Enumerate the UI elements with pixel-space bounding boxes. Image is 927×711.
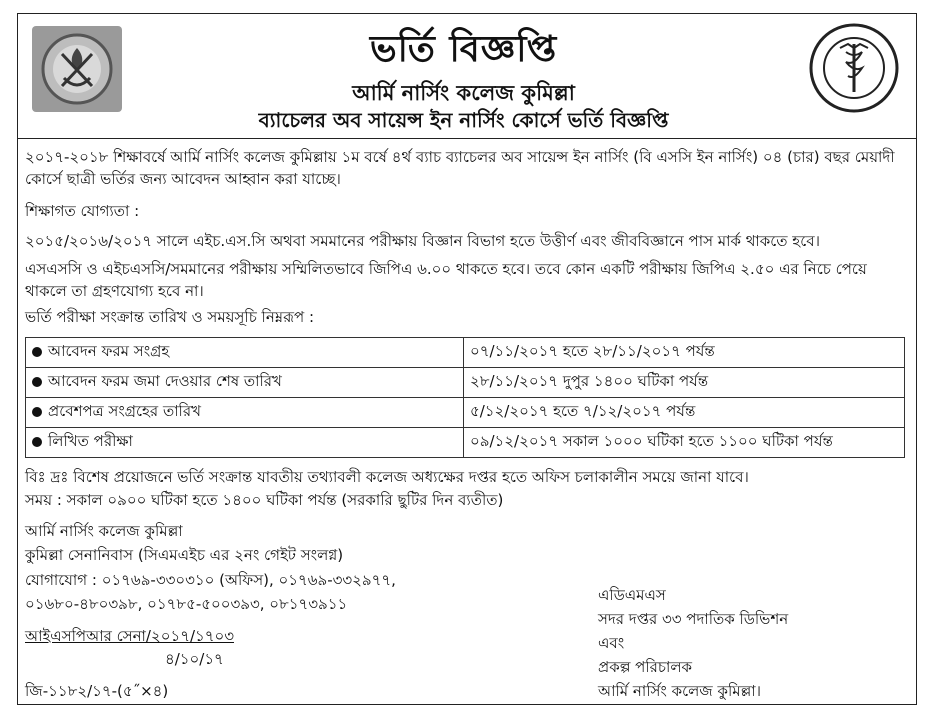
schedule-date: ২৮/১১/২০১৭ দুপুর ১৪০০ ঘটিকা পর্যন্ত	[464, 368, 905, 398]
schedule-item: লিখিত পরীক্ষা	[48, 432, 133, 450]
page-title: ভর্তি বিজ্ঞপ্তি	[369, 29, 558, 70]
table-row	[26, 338, 905, 368]
office-time-line: সময় : সকাল ০৯০০ ঘটিকা হতে ১৪০০ ঘটিকা পর্যন্ত (সরকারি ছুটির দিন ব্যতীত)	[25, 491, 504, 509]
signatory-line-5: আর্মি নার্সিং কলেজ কুমিল্লা।	[598, 682, 761, 700]
note-line: বিঃ দ্রঃ বিশেষ প্রয়োজনে ভর্তি সংক্রান্ত যাবতীয় তথ্যাবলী কলেজ অধ্যক্ষের দপ্তর হতে অফিস চলাকালীন সময়ে জানা যাবে।	[25, 468, 749, 486]
contact-phone-1: যোগাযোগ : ০১৭৬৯-৩৩০৩১০ (অফিস), ০১৭৬৯-৩৩২৯৭৭,	[25, 571, 396, 589]
signatory-line-3: এবং	[598, 634, 625, 652]
signatory-line-2: সদর দপ্তর ৩৩ পদাতিক ডিভিশন	[598, 610, 789, 628]
contact-name: আর্মি নার্সিং কলেজ কুমিল্লা	[25, 522, 183, 540]
qualification-line-2: এসএসসি ও এইচএসসি/সমমানের পরীক্ষায় সম্মিলিতভাবে জিপিএ ৬.০০ থাকতে হবে। তবে কোন একটি পরীক্ষায় জিপিএ ২.৫০ এর নিচে পেয়ে থাকলে তা গ্রহণযোগ্য হবে না।	[25, 260, 867, 300]
table-row	[26, 368, 905, 398]
qualification-line-1: ২০১৫/২০১৬/২০১৭ সালে এইচ.এস.সি অথবা সমমানের পরীক্ষায় বিজ্ঞান বিভাগ হতে উত্তীর্ণ এবং জীববিজ্ঞানে পাস মার্ক থাকতে হবে।	[25, 232, 820, 250]
schedule-item: প্রবেশপত্র সংগ্রহের তারিখ	[48, 402, 201, 420]
schedule-item: আবেদন ফরম জমা দেওয়ার শেষ তারিখ	[48, 372, 282, 390]
ispr-date: ৪/১০/১৭	[165, 650, 224, 668]
bullet-icon	[32, 407, 42, 417]
schedule-date: ৫/১২/২০১৭ হতে ৭/১২/২০১৭ পর্যন্ত	[464, 398, 905, 428]
college-name: আর্মি নার্সিং কলেজ কুমিল্লা	[352, 81, 575, 105]
bullet-icon	[32, 437, 42, 447]
contact-phone-2: ০১৬৮০-৪৮০৩৯৮, ০১৭৮৫-৫০০৩৯৩, ০৮১৭৩৯১১	[25, 595, 348, 613]
ispr-code: জি-১১৮২/১৭-(৫˝×৪)	[25, 682, 169, 700]
schedule-heading: ভর্তি পরীক্ষা সংক্রান্ত তারিখ ও সময়সূচি নিম্নরূপ :	[25, 308, 315, 326]
intro-paragraph: ২০১৭-২০১৮ শিক্ষাবর্ষে আর্মি নার্সিং কলেজ কুমিল্লায় ১ম বর্ষে ৪র্থ ব্যাচ ব্যাচেলর অব সায়েন্স ইন নার্সিং (বি এসসি ইন নার্সিং) ০৪ (চার) বছর মেয়াদী কোর্সে ছাত্রী ভর্তির জন্য আবেদন আহ্বান করা যাচ্ছে।	[25, 148, 895, 188]
schedule-date: ০৭/১১/২০১৭ হতে ২৮/১১/২০১৭ পর্যন্ত	[464, 338, 905, 368]
header-divider	[17, 138, 917, 139]
schedule-table	[25, 337, 905, 458]
qualification-heading: শিক্ষাগত যোগ্যতা :	[25, 202, 140, 220]
schedule-item: আবেদন ফরম সংগ্রহ	[48, 342, 170, 360]
schedule-date: ০৯/১২/২০১৭ সকাল ১০০০ ঘটিকা হতে ১১০০ ঘটিকা পর্যন্ত	[464, 428, 905, 458]
bullet-icon	[32, 347, 42, 357]
signatory-line-4: প্রকল্প পরিচালক	[598, 658, 693, 676]
table-row	[26, 398, 905, 428]
course-notice-heading: ব্যাচেলর অব সায়েন্স ইন নার্সিং কোর্সে ভর্তি বিজ্ঞপ্তি	[258, 108, 669, 132]
ispr-reference: আইএসপিআর সেনা/২০১৭/১৭০৩	[25, 627, 234, 645]
signatory-line-1: এডিএমএস	[598, 586, 666, 604]
table-row	[26, 428, 905, 458]
bullet-icon	[32, 377, 42, 387]
contact-address: কুমিল্লা সেনানিবাস (সিএমএইচ এর ২নং গেইট সংলগ্ন)	[25, 546, 344, 564]
